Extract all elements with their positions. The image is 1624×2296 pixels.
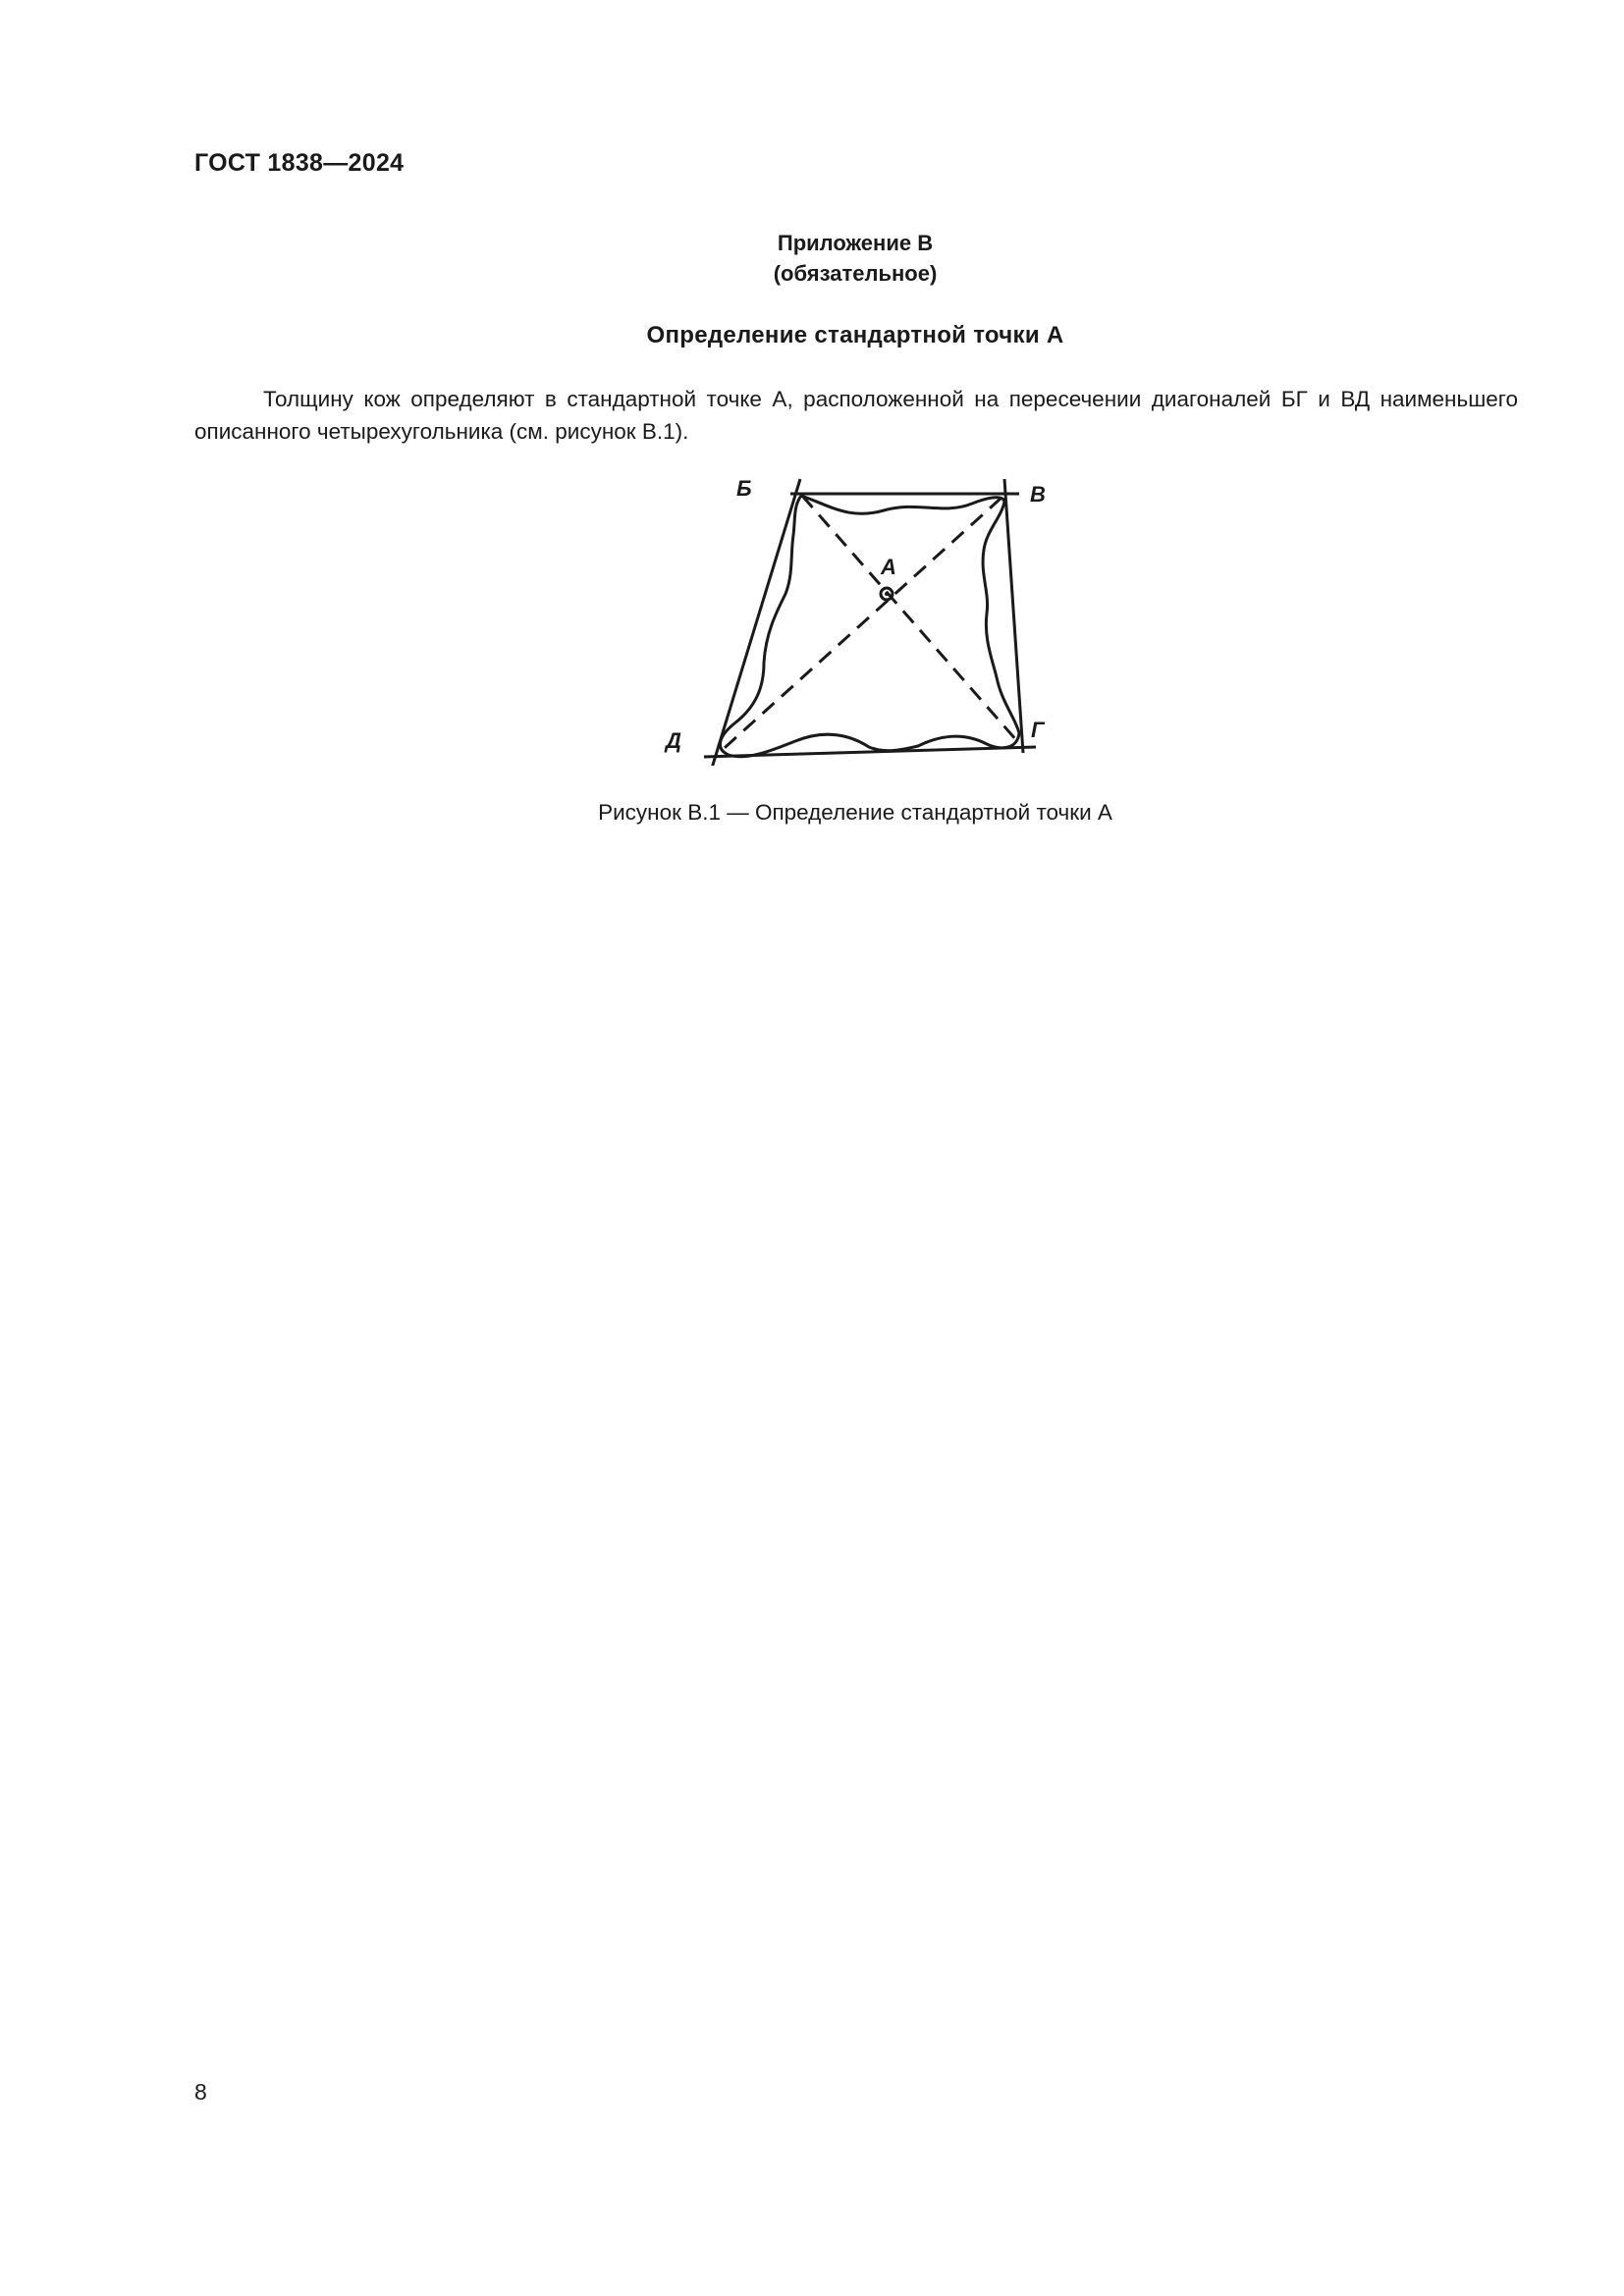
point-a-dot [885, 592, 889, 596]
hide-outline [720, 496, 1019, 757]
label-b: Б [736, 476, 752, 501]
label-a: А [881, 555, 896, 579]
figure-caption: Рисунок В.1 — Определение стандартной точки А [598, 800, 1112, 825]
quad-line-right [1004, 479, 1023, 753]
figure-diagram [648, 466, 1060, 766]
label-g: Г [1031, 718, 1045, 742]
body-paragraph: Толщину кож определяют в стандартной точке А, расположенной на пересечении диагоналей БГ и ВД наименьшего описанного четырехугольника (см. рисунок В.1). [194, 387, 1518, 444]
document-header-code: ГОСТ 1838—2024 [194, 149, 405, 177]
label-v: В [1030, 482, 1046, 507]
figure-b1 [648, 466, 1060, 766]
page-number: 8 [194, 2079, 207, 2105]
appendix-status: (обязательное) [773, 261, 938, 286]
section-heading: Определение стандартной точки А [646, 322, 1064, 348]
quad-line-left [710, 479, 800, 766]
appendix-title-block [0, 228, 1624, 289]
appendix-title: Приложение В [777, 231, 934, 255]
label-d: Д [666, 728, 681, 753]
diagonal-vd [717, 498, 1001, 755]
